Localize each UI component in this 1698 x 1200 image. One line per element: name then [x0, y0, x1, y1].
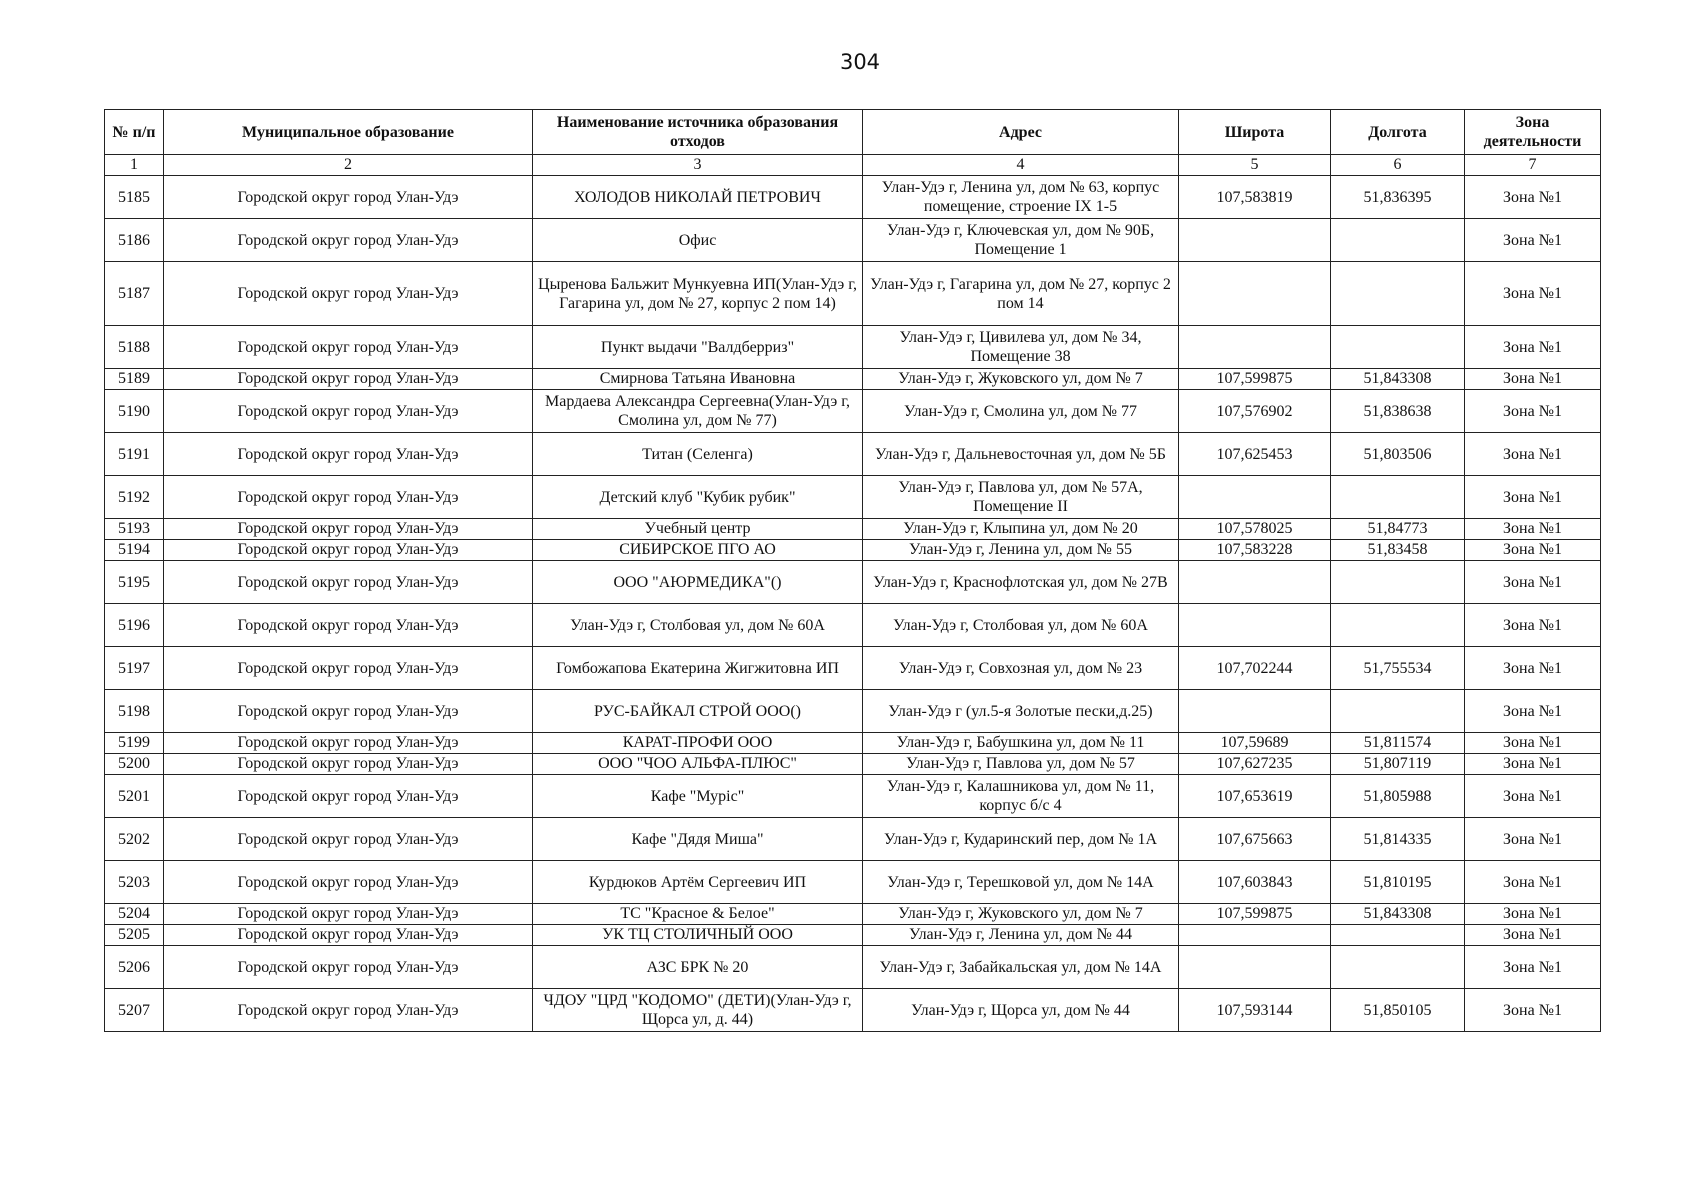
municipality-cell: Городской округ город Улан-Удэ	[164, 946, 533, 989]
table-row	[105, 818, 1601, 861]
table-row	[105, 561, 1601, 604]
longitude-cell: 51,807119	[1331, 754, 1465, 775]
table-row	[105, 262, 1601, 326]
source-name-cell: Титан (Селенга)	[533, 433, 863, 476]
table-row	[105, 519, 1601, 540]
source-name-cell: Кафе "Мурiс"	[533, 775, 863, 818]
row-number: 5187	[105, 262, 164, 326]
municipality-cell: Городской округ город Улан-Удэ	[164, 540, 533, 561]
municipality-cell: Городской округ город Улан-Удэ	[164, 219, 533, 262]
row-number: 5205	[105, 925, 164, 946]
header-cell: Муниципальное образование	[164, 110, 533, 155]
address-cell: Улан-Удэ г, Краснофлотская ул, дом № 27В	[863, 561, 1179, 604]
municipality-cell: Городской округ город Улан-Удэ	[164, 176, 533, 219]
source-name-cell: ООО "АЮРМЕДИКА"()	[533, 561, 863, 604]
municipality-cell: Городской округ город Улан-Удэ	[164, 519, 533, 540]
zone-cell: Зона №1	[1465, 390, 1601, 433]
longitude-cell	[1331, 326, 1465, 369]
row-number: 5185	[105, 176, 164, 219]
address-cell: Улан-Удэ г, Забайкальская ул, дом № 14А	[863, 946, 1179, 989]
zone-cell: Зона №1	[1465, 476, 1601, 519]
municipality-cell: Городской округ город Улан-Удэ	[164, 390, 533, 433]
latitude-cell: 107,59689	[1179, 733, 1331, 754]
source-name-cell: Цыренова Бальжит Мункуевна ИП(Улан-Удэ г, Гагарина ул, дом № 27, корпус 2 пом 14)	[533, 262, 863, 326]
longitude-cell: 51,843308	[1331, 904, 1465, 925]
table-row	[105, 476, 1601, 519]
table-row	[105, 925, 1601, 946]
longitude-cell	[1331, 925, 1465, 946]
latitude-cell: 107,653619	[1179, 775, 1331, 818]
table-row	[105, 647, 1601, 690]
longitude-cell: 51,83458	[1331, 540, 1465, 561]
zone-cell: Зона №1	[1465, 861, 1601, 904]
row-number: 5188	[105, 326, 164, 369]
longitude-cell: 51,811574	[1331, 733, 1465, 754]
zone-cell: Зона №1	[1465, 690, 1601, 733]
zone-cell: Зона №1	[1465, 433, 1601, 476]
address-cell: Улан-Удэ г, Совхозная ул, дом № 23	[863, 647, 1179, 690]
municipality-cell: Городской округ город Улан-Удэ	[164, 733, 533, 754]
column-number: 7	[1465, 155, 1601, 176]
longitude-cell: 51,850105	[1331, 989, 1465, 1032]
source-name-cell: Курдюков Артём Сергеевич ИП	[533, 861, 863, 904]
address-cell: Улан-Удэ г (ул.5-я Золотые пески,д.25)	[863, 690, 1179, 733]
zone-cell: Зона №1	[1465, 818, 1601, 861]
table-row	[105, 989, 1601, 1032]
zone-cell: Зона №1	[1465, 754, 1601, 775]
column-number: 1	[105, 155, 164, 176]
header-cell: Наименование источника образования отходов	[533, 110, 863, 155]
municipality-cell: Городской округ город Улан-Удэ	[164, 262, 533, 326]
address-cell: Улан-Удэ г, Жуковского ул, дом № 7	[863, 369, 1179, 390]
table-row	[105, 733, 1601, 754]
source-name-cell: ХОЛОДОВ НИКОЛАЙ ПЕТРОВИЧ	[533, 176, 863, 219]
longitude-cell	[1331, 476, 1465, 519]
source-name-cell: Смирнова Татьяна Ивановна	[533, 369, 863, 390]
header-cell: Широта	[1179, 110, 1331, 155]
table-row	[105, 176, 1601, 219]
source-name-cell: Кафе "Дядя Миша"	[533, 818, 863, 861]
source-name-cell: ООО "ЧОО АЛЬФА-ПЛЮС"	[533, 754, 863, 775]
table-row	[105, 946, 1601, 989]
table-row	[105, 604, 1601, 647]
municipality-cell: Городской округ город Улан-Удэ	[164, 861, 533, 904]
header-cell: Долгота	[1331, 110, 1465, 155]
address-cell: Улан-Удэ г, Гагарина ул, дом № 27, корпус 2 пом 14	[863, 262, 1179, 326]
row-number: 5189	[105, 369, 164, 390]
row-number: 5204	[105, 904, 164, 925]
address-cell: Улан-Удэ г, Бабушкина ул, дом № 11	[863, 733, 1179, 754]
zone-cell: Зона №1	[1465, 540, 1601, 561]
municipality-cell: Городской округ город Улан-Удэ	[164, 326, 533, 369]
waste-sources-table	[104, 109, 1601, 1032]
address-cell: Улан-Удэ г, Щорса ул, дом № 44	[863, 989, 1179, 1032]
municipality-cell: Городской округ город Улан-Удэ	[164, 754, 533, 775]
latitude-cell: 107,627235	[1179, 754, 1331, 775]
latitude-cell: 107,599875	[1179, 904, 1331, 925]
source-name-cell: Детский клуб "Кубик рубик"	[533, 476, 863, 519]
source-name-cell: Учебный центр	[533, 519, 863, 540]
header-cell: Адрес	[863, 110, 1179, 155]
table-row	[105, 904, 1601, 925]
longitude-cell: 51,810195	[1331, 861, 1465, 904]
source-name-cell: ЧДОУ "ЦРД "КОДОМО" (ДЕТИ)(Улан-Удэ г, Щорса ул, д. 44)	[533, 989, 863, 1032]
zone-cell: Зона №1	[1465, 561, 1601, 604]
municipality-cell: Городской округ город Улан-Удэ	[164, 690, 533, 733]
zone-cell: Зона №1	[1465, 925, 1601, 946]
latitude-cell	[1179, 326, 1331, 369]
municipality-cell: Городской округ город Улан-Удэ	[164, 476, 533, 519]
source-name-cell: Мардаева Александра Сергеевна(Улан-Удэ г, Смолина ул, дом № 77)	[533, 390, 863, 433]
address-cell: Улан-Удэ г, Смолина ул, дом № 77	[863, 390, 1179, 433]
zone-cell: Зона №1	[1465, 904, 1601, 925]
longitude-cell: 51,84773	[1331, 519, 1465, 540]
longitude-cell: 51,814335	[1331, 818, 1465, 861]
zone-cell: Зона №1	[1465, 775, 1601, 818]
latitude-cell	[1179, 476, 1331, 519]
latitude-cell	[1179, 561, 1331, 604]
zone-cell: Зона №1	[1465, 604, 1601, 647]
table-row	[105, 390, 1601, 433]
column-number-row	[105, 155, 1601, 176]
address-cell: Улан-Удэ г, Ленина ул, дом № 44	[863, 925, 1179, 946]
column-number: 5	[1179, 155, 1331, 176]
longitude-cell: 51,836395	[1331, 176, 1465, 219]
address-cell: Улан-Удэ г, Ключевская ул, дом № 90Б, Помещение 1	[863, 219, 1179, 262]
municipality-cell: Городской округ город Улан-Удэ	[164, 904, 533, 925]
source-name-cell: Офис	[533, 219, 863, 262]
latitude-cell: 107,578025	[1179, 519, 1331, 540]
municipality-cell: Городской округ город Улан-Удэ	[164, 647, 533, 690]
latitude-cell	[1179, 690, 1331, 733]
row-number: 5199	[105, 733, 164, 754]
zone-cell: Зона №1	[1465, 989, 1601, 1032]
zone-cell: Зона №1	[1465, 326, 1601, 369]
table-row	[105, 369, 1601, 390]
longitude-cell	[1331, 690, 1465, 733]
address-cell: Улан-Удэ г, Ленина ул, дом № 63, корпус помещение, строение IX 1-5	[863, 176, 1179, 219]
row-number: 5198	[105, 690, 164, 733]
latitude-cell: 107,593144	[1179, 989, 1331, 1032]
table-row	[105, 754, 1601, 775]
longitude-cell	[1331, 946, 1465, 989]
longitude-cell	[1331, 262, 1465, 326]
address-cell: Улан-Удэ г, Павлова ул, дом № 57А, Помещение II	[863, 476, 1179, 519]
source-name-cell: СИБИРСКОЕ ПГО АО	[533, 540, 863, 561]
column-number: 2	[164, 155, 533, 176]
address-cell: Улан-Удэ г, Калашникова ул, дом № 11, корпус б/с 4	[863, 775, 1179, 818]
municipality-cell: Городской округ город Улан-Удэ	[164, 604, 533, 647]
zone-cell: Зона №1	[1465, 262, 1601, 326]
latitude-cell	[1179, 604, 1331, 647]
table-row	[105, 861, 1601, 904]
header-cell: № п/п	[105, 110, 164, 155]
table-row	[105, 690, 1601, 733]
source-name-cell: РУС-БАЙКАЛ СТРОЙ ООО()	[533, 690, 863, 733]
latitude-cell: 107,675663	[1179, 818, 1331, 861]
table-row	[105, 775, 1601, 818]
latitude-cell: 107,583228	[1179, 540, 1331, 561]
row-number: 5196	[105, 604, 164, 647]
source-name-cell: Пункт выдачи "Валдберриз"	[533, 326, 863, 369]
longitude-cell	[1331, 561, 1465, 604]
address-cell: Улан-Удэ г, Столбовая ул, дом № 60А	[863, 604, 1179, 647]
address-cell: Улан-Удэ г, Ленина ул, дом № 55	[863, 540, 1179, 561]
table-row	[105, 433, 1601, 476]
latitude-cell	[1179, 262, 1331, 326]
latitude-cell: 107,583819	[1179, 176, 1331, 219]
row-number: 5207	[105, 989, 164, 1032]
municipality-cell: Городской округ город Улан-Удэ	[164, 433, 533, 476]
row-number: 5202	[105, 818, 164, 861]
zone-cell: Зона №1	[1465, 519, 1601, 540]
table-body	[105, 176, 1601, 1032]
longitude-cell: 51,843308	[1331, 369, 1465, 390]
address-cell: Улан-Удэ г, Цивилева ул, дом № 34, Помещение 38	[863, 326, 1179, 369]
table-row	[105, 219, 1601, 262]
row-number: 5191	[105, 433, 164, 476]
row-number: 5206	[105, 946, 164, 989]
row-number: 5194	[105, 540, 164, 561]
row-number: 5186	[105, 219, 164, 262]
row-number: 5200	[105, 754, 164, 775]
address-cell: Улан-Удэ г, Терешковой ул, дом № 14А	[863, 861, 1179, 904]
source-name-cell: Гомбожапова Екатерина Жигжитовна ИП	[533, 647, 863, 690]
source-name-cell: ТС "Красное & Белое"	[533, 904, 863, 925]
latitude-cell	[1179, 946, 1331, 989]
latitude-cell: 107,702244	[1179, 647, 1331, 690]
header-cell: Зона деятельности	[1465, 110, 1601, 155]
zone-cell: Зона №1	[1465, 946, 1601, 989]
row-number: 5203	[105, 861, 164, 904]
municipality-cell: Городской округ город Улан-Удэ	[164, 989, 533, 1032]
longitude-cell	[1331, 604, 1465, 647]
address-cell: Улан-Удэ г, Клыпина ул, дом № 20	[863, 519, 1179, 540]
longitude-cell: 51,805988	[1331, 775, 1465, 818]
longitude-cell: 51,838638	[1331, 390, 1465, 433]
municipality-cell: Городской округ город Улан-Удэ	[164, 369, 533, 390]
row-number: 5195	[105, 561, 164, 604]
row-number: 5197	[105, 647, 164, 690]
address-cell: Улан-Удэ г, Кударинский пер, дом № 1А	[863, 818, 1179, 861]
row-number: 5192	[105, 476, 164, 519]
row-number: 5190	[105, 390, 164, 433]
zone-cell: Зона №1	[1465, 176, 1601, 219]
address-cell: Улан-Удэ г, Павлова ул, дом № 57	[863, 754, 1179, 775]
longitude-cell: 51,803506	[1331, 433, 1465, 476]
zone-cell: Зона №1	[1465, 219, 1601, 262]
municipality-cell: Городской округ город Улан-Удэ	[164, 925, 533, 946]
latitude-cell: 107,599875	[1179, 369, 1331, 390]
municipality-cell: Городской округ город Улан-Удэ	[164, 561, 533, 604]
column-number: 6	[1331, 155, 1465, 176]
municipality-cell: Городской округ город Улан-Удэ	[164, 775, 533, 818]
row-number: 5201	[105, 775, 164, 818]
column-number: 4	[863, 155, 1179, 176]
page-number: 304	[839, 50, 881, 74]
row-number: 5193	[105, 519, 164, 540]
address-cell: Улан-Удэ г, Дальневосточная ул, дом № 5Б	[863, 433, 1179, 476]
table-row	[105, 326, 1601, 369]
zone-cell: Зона №1	[1465, 733, 1601, 754]
longitude-cell	[1331, 219, 1465, 262]
latitude-cell	[1179, 219, 1331, 262]
latitude-cell: 107,625453	[1179, 433, 1331, 476]
address-cell: Улан-Удэ г, Жуковского ул, дом № 7	[863, 904, 1179, 925]
latitude-cell	[1179, 925, 1331, 946]
longitude-cell: 51,755534	[1331, 647, 1465, 690]
source-name-cell: АЗС БРК № 20	[533, 946, 863, 989]
source-name-cell: Улан-Удэ г, Столбовая ул, дом № 60А	[533, 604, 863, 647]
table-row	[105, 540, 1601, 561]
source-name-cell: КАРАТ-ПРОФИ ООО	[533, 733, 863, 754]
latitude-cell: 107,603843	[1179, 861, 1331, 904]
latitude-cell: 107,576902	[1179, 390, 1331, 433]
header-row	[105, 110, 1601, 155]
zone-cell: Зона №1	[1465, 647, 1601, 690]
source-name-cell: УК ТЦ СТОЛИЧНЫЙ ООО	[533, 925, 863, 946]
column-number: 3	[533, 155, 863, 176]
municipality-cell: Городской округ город Улан-Удэ	[164, 818, 533, 861]
zone-cell: Зона №1	[1465, 369, 1601, 390]
